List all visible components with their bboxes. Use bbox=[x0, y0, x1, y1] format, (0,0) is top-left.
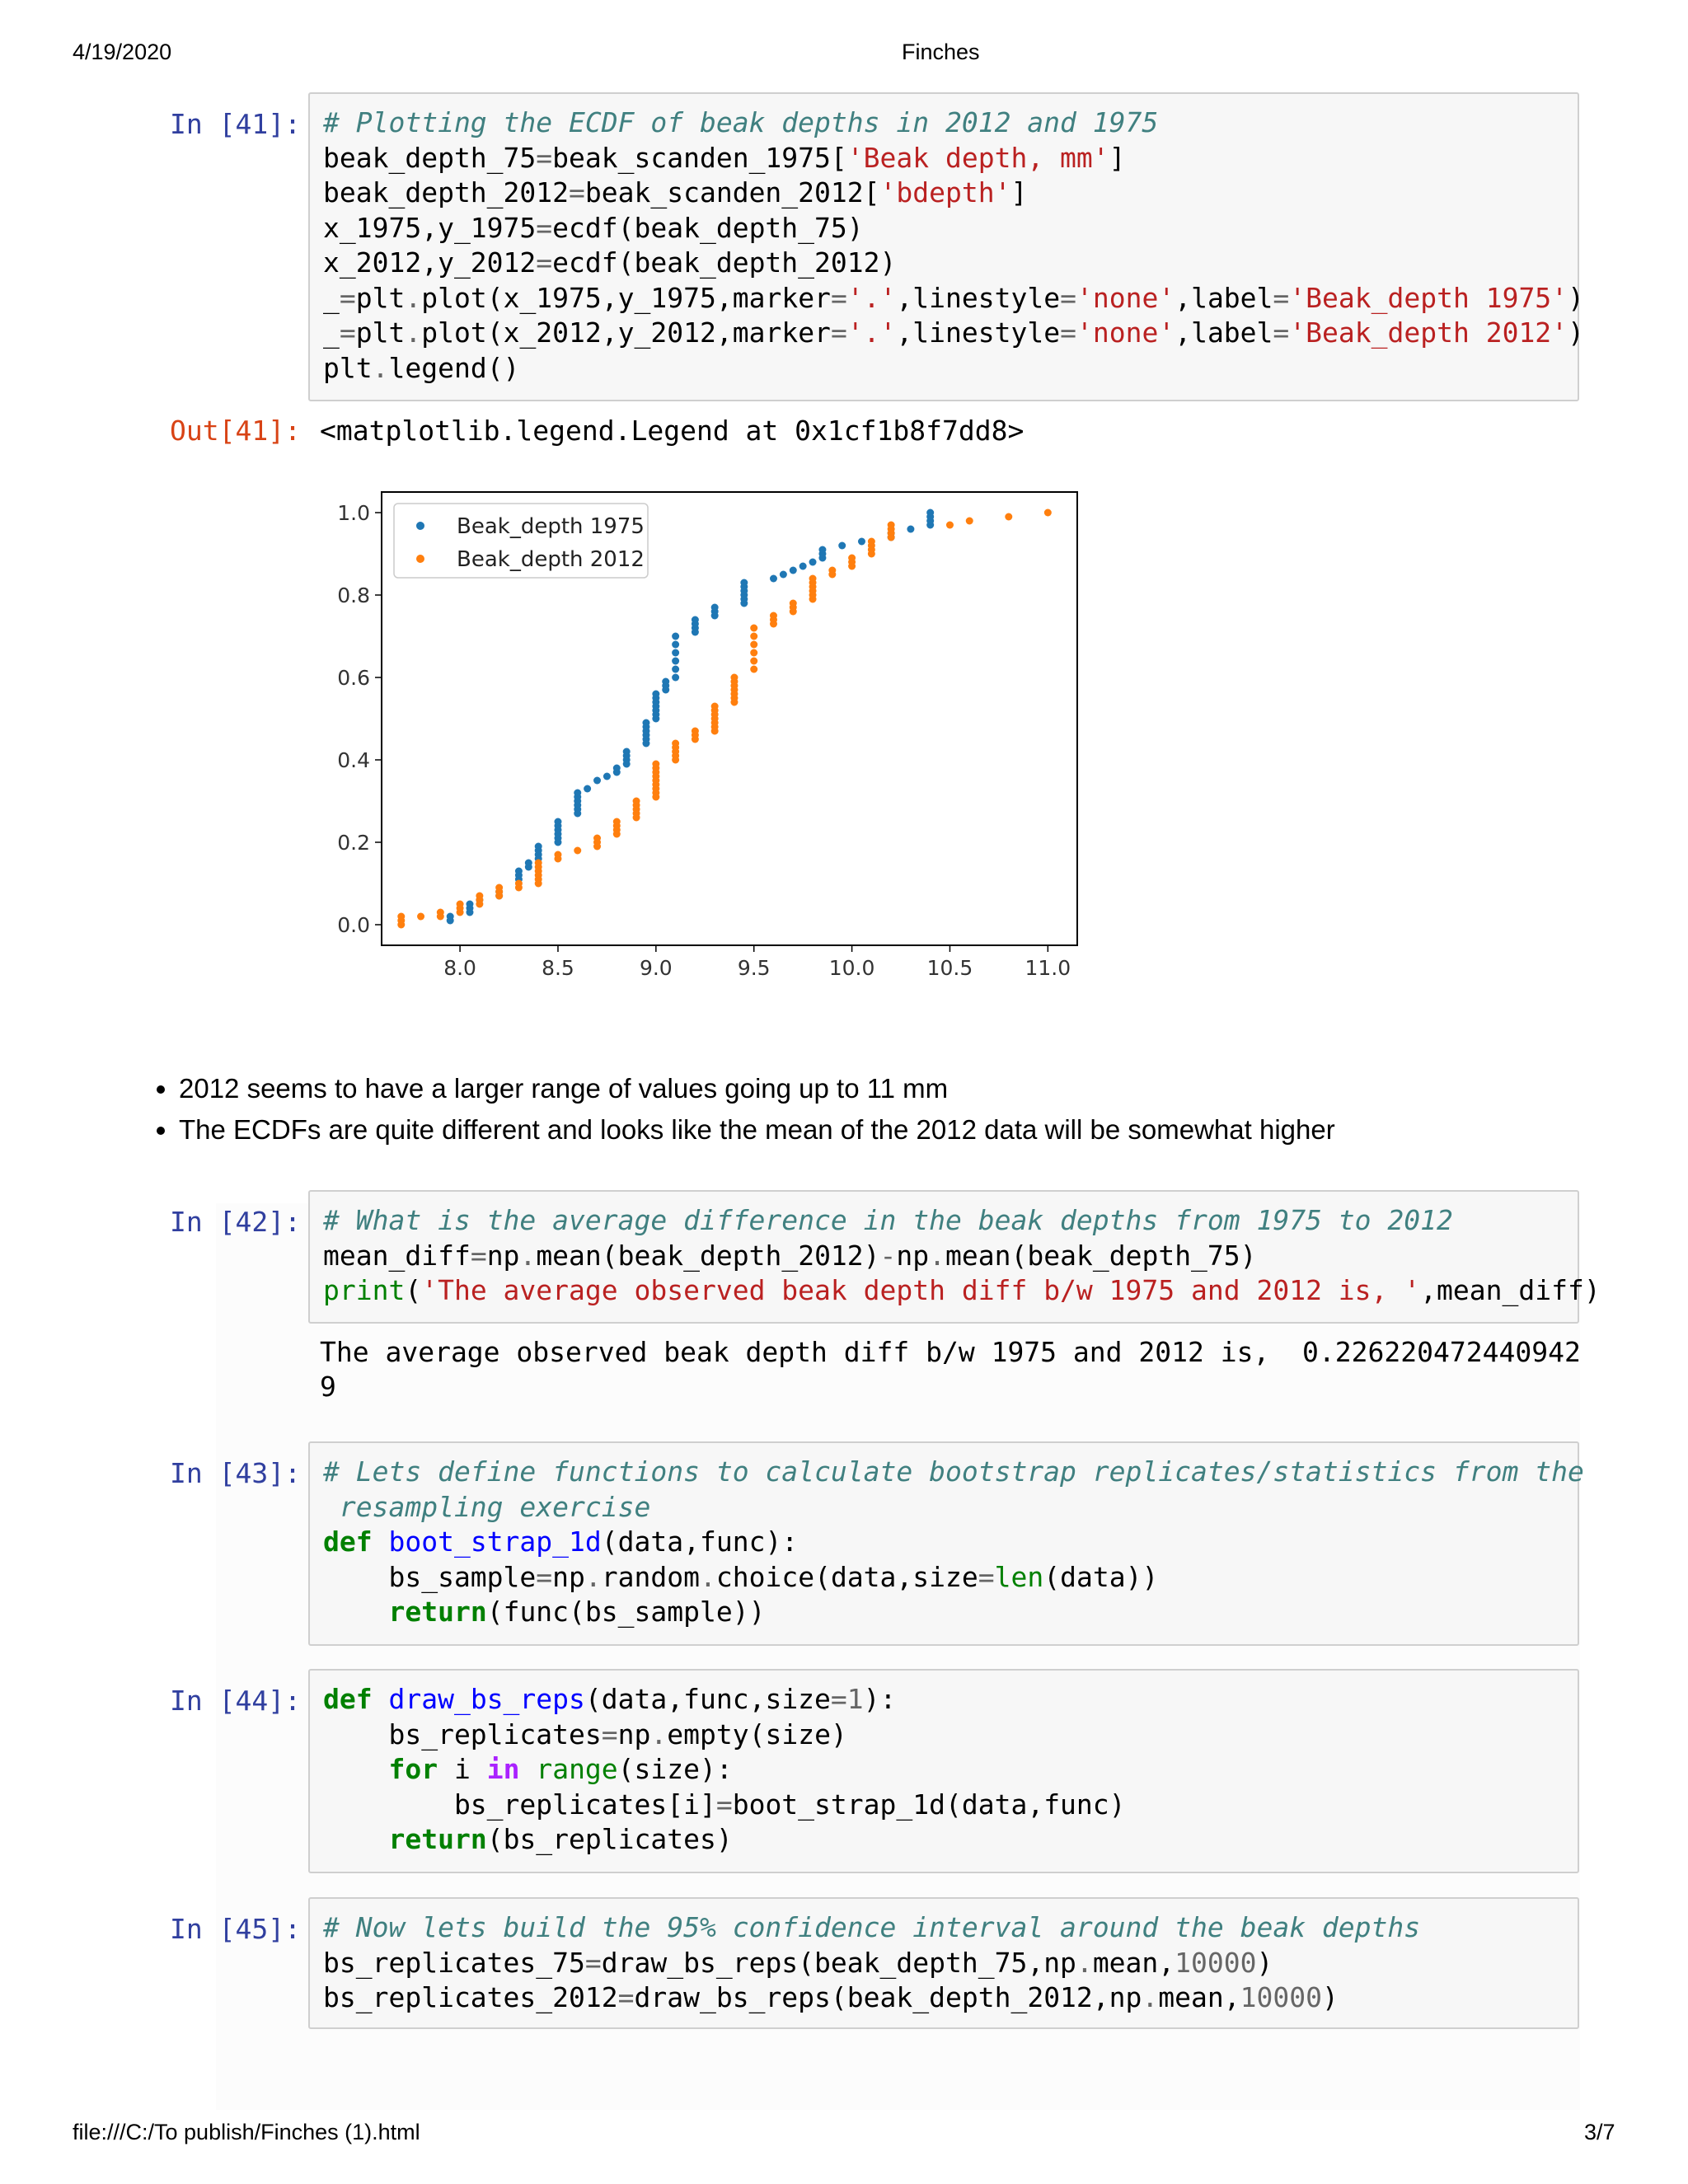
data-point bbox=[554, 818, 561, 826]
input-prompt: In [42]: bbox=[170, 1206, 301, 1238]
y-tick-label: 0.0 bbox=[337, 913, 370, 937]
data-point bbox=[672, 658, 679, 665]
data-point bbox=[476, 893, 483, 900]
code-cell[interactable] bbox=[308, 1190, 1601, 1324]
data-point bbox=[750, 625, 757, 632]
code-cell[interactable] bbox=[308, 1441, 1584, 1646]
file-path: file:///C:/To publish/Finches (1).html bbox=[73, 2120, 420, 2144]
data-point bbox=[858, 538, 865, 546]
data-point bbox=[447, 913, 454, 921]
ecdf-chart bbox=[297, 478, 1088, 989]
data-point bbox=[711, 604, 719, 612]
data-point bbox=[672, 641, 679, 649]
code-editor[interactable]: def draw_bs_reps(data,func,size=1): bs_replicates=np.empty(size) for i in range(size): bs_replicates[i]=boot_strap_1d(data,func) return(bs_replicates) bbox=[323, 1683, 1126, 1855]
data-point bbox=[926, 509, 934, 517]
data-point bbox=[613, 765, 621, 772]
data-point bbox=[672, 740, 679, 748]
data-point bbox=[740, 579, 748, 587]
data-point bbox=[818, 546, 826, 554]
data-point bbox=[946, 522, 954, 529]
data-point bbox=[584, 785, 591, 793]
data-point bbox=[457, 901, 464, 908]
data-point bbox=[652, 691, 659, 698]
data-point bbox=[730, 674, 738, 682]
input-prompt: In [45]: bbox=[170, 1913, 301, 1945]
data-point bbox=[642, 719, 649, 727]
data-point bbox=[633, 798, 640, 805]
data-point bbox=[623, 748, 631, 756]
legend-label: Beak_depth 2012 bbox=[457, 547, 645, 572]
document-title: Finches bbox=[902, 40, 980, 64]
data-point bbox=[848, 555, 856, 562]
data-point bbox=[1005, 513, 1012, 521]
data-point bbox=[495, 884, 503, 892]
code-editor[interactable]: # Lets define functions to calculate bootstrap replicates/statistics from the resampling exercise def boot_strap_1d(data,func): bs_sample=np.random.choice(data,size=len(data)) return(func(bs_sample)) bbox=[323, 1455, 1584, 1628]
data-point bbox=[603, 773, 611, 780]
data-point bbox=[672, 666, 679, 673]
data-point bbox=[593, 835, 601, 842]
data-point bbox=[750, 633, 757, 640]
legend-marker bbox=[416, 522, 424, 530]
data-point bbox=[809, 575, 817, 583]
data-point bbox=[1044, 509, 1052, 517]
data-point bbox=[525, 860, 532, 867]
data-point bbox=[790, 600, 797, 607]
input-prompt: In [43]: bbox=[170, 1457, 301, 1489]
x-tick-label: 8.0 bbox=[443, 956, 476, 980]
data-point bbox=[652, 761, 659, 768]
x-tick-label: 8.5 bbox=[542, 956, 574, 980]
data-point bbox=[790, 567, 797, 574]
print-date: 4/19/2020 bbox=[73, 40, 172, 64]
data-point bbox=[662, 678, 669, 686]
code-editor[interactable]: # Now lets build the 95% confidence interval around the beak depths bs_replicates_75=draw_bs_reps(beak_depth_75,np.mean,10000) bs_replicates_2012=draw_bs_reps(beak_depth_2012,np.mean,10000) bbox=[323, 1911, 1421, 2013]
notes-list bbox=[134, 1068, 1335, 1151]
data-point bbox=[750, 658, 757, 665]
code-editor[interactable]: # What is the average difference in the beak depths from 1975 to 2012 mean_diff=np.mean(beak_depth_2012)-np.mean(beak_depth_75) print('The average observed beak depth diff b/w 1975 and 2012 is, ',mean_diff) bbox=[323, 1204, 1601, 1306]
x-tick-label: 10.0 bbox=[828, 956, 875, 980]
data-point bbox=[828, 567, 836, 574]
data-point bbox=[515, 868, 523, 875]
data-point bbox=[672, 649, 679, 657]
data-point bbox=[515, 880, 523, 888]
data-point bbox=[838, 542, 846, 550]
data-point bbox=[554, 851, 561, 859]
data-point bbox=[770, 612, 777, 620]
data-point bbox=[417, 913, 424, 921]
data-point bbox=[868, 538, 875, 546]
data-point bbox=[535, 860, 542, 867]
y-tick-label: 0.8 bbox=[337, 583, 370, 607]
data-point bbox=[672, 674, 679, 682]
cell-output-text: <matplotlib.legend.Legend at 0x1cf1b8f7dd8> bbox=[320, 415, 1025, 447]
x-tick-label: 9.0 bbox=[639, 956, 673, 980]
data-point bbox=[888, 522, 895, 529]
x-tick-label: 11.0 bbox=[1025, 956, 1071, 980]
code-cell[interactable] bbox=[308, 1897, 1579, 2029]
data-point bbox=[750, 666, 757, 673]
y-tick-label: 0.2 bbox=[337, 831, 370, 855]
data-point bbox=[692, 616, 699, 624]
data-point bbox=[780, 571, 787, 579]
data-point bbox=[966, 518, 973, 525]
data-point bbox=[535, 843, 542, 851]
data-point bbox=[397, 913, 405, 921]
data-point bbox=[672, 633, 679, 640]
data-point bbox=[750, 649, 757, 657]
data-point bbox=[692, 728, 699, 735]
legend-marker bbox=[416, 555, 424, 563]
data-point bbox=[809, 559, 817, 566]
legend-label: Beak_depth 1975 bbox=[457, 514, 645, 539]
x-tick-label: 9.5 bbox=[737, 956, 771, 980]
cell-output-text: The average observed beak depth diff b/w 1975 and 2012 is, 0.226220472440942 bbox=[320, 1336, 1581, 1368]
note-item: • 2012 seems to have a larger range of values going up to 11 mm bbox=[179, 1068, 1335, 1109]
input-prompt: In [44]: bbox=[170, 1685, 301, 1717]
data-point bbox=[437, 909, 444, 916]
code-cell[interactable] bbox=[308, 1669, 1579, 1873]
code-cell[interactable] bbox=[308, 92, 1584, 401]
output-prompt: Out[41]: bbox=[170, 415, 301, 447]
data-point bbox=[907, 526, 914, 533]
data-point bbox=[574, 790, 581, 797]
y-tick-label: 1.0 bbox=[337, 501, 370, 525]
y-tick-label: 0.4 bbox=[337, 748, 370, 772]
data-point bbox=[770, 575, 777, 583]
data-point bbox=[574, 847, 581, 855]
page-number: 3/7 bbox=[1584, 2120, 1615, 2144]
data-point bbox=[613, 818, 621, 826]
input-prompt: In [41]: bbox=[170, 108, 301, 140]
y-tick-label: 0.6 bbox=[337, 666, 370, 690]
code-editor[interactable]: # Plotting the ECDF of beak depths in 2012 and 1975 beak_depth_75=beak_scanden_1975['Beak depth, mm'] beak_depth_2012=beak_scanden_2012['bdepth'] x_1975,y_1975=ecdf(beak_depth_75) x_2012,y_2012=ecdf(beak_depth_2012) _=plt.plot(x_1975,y_1975,marker='.',linestyle='none',label='Beak_depth 1975') _=plt.plot(x_2012,y_2012,marker='.',linestyle='none',label='Beak_depth 2012') plt.legend() bbox=[323, 106, 1584, 384]
x-tick-label: 10.5 bbox=[926, 956, 973, 980]
data-point bbox=[593, 777, 601, 785]
data-point bbox=[799, 563, 807, 570]
cell-output-text: 9 bbox=[320, 1371, 336, 1403]
data-point bbox=[711, 703, 719, 710]
data-point bbox=[750, 641, 757, 649]
data-point bbox=[466, 901, 473, 908]
note-item: • The ECDFs are quite different and looks like the mean of the 2012 data will be somewhat higher bbox=[179, 1109, 1335, 1151]
